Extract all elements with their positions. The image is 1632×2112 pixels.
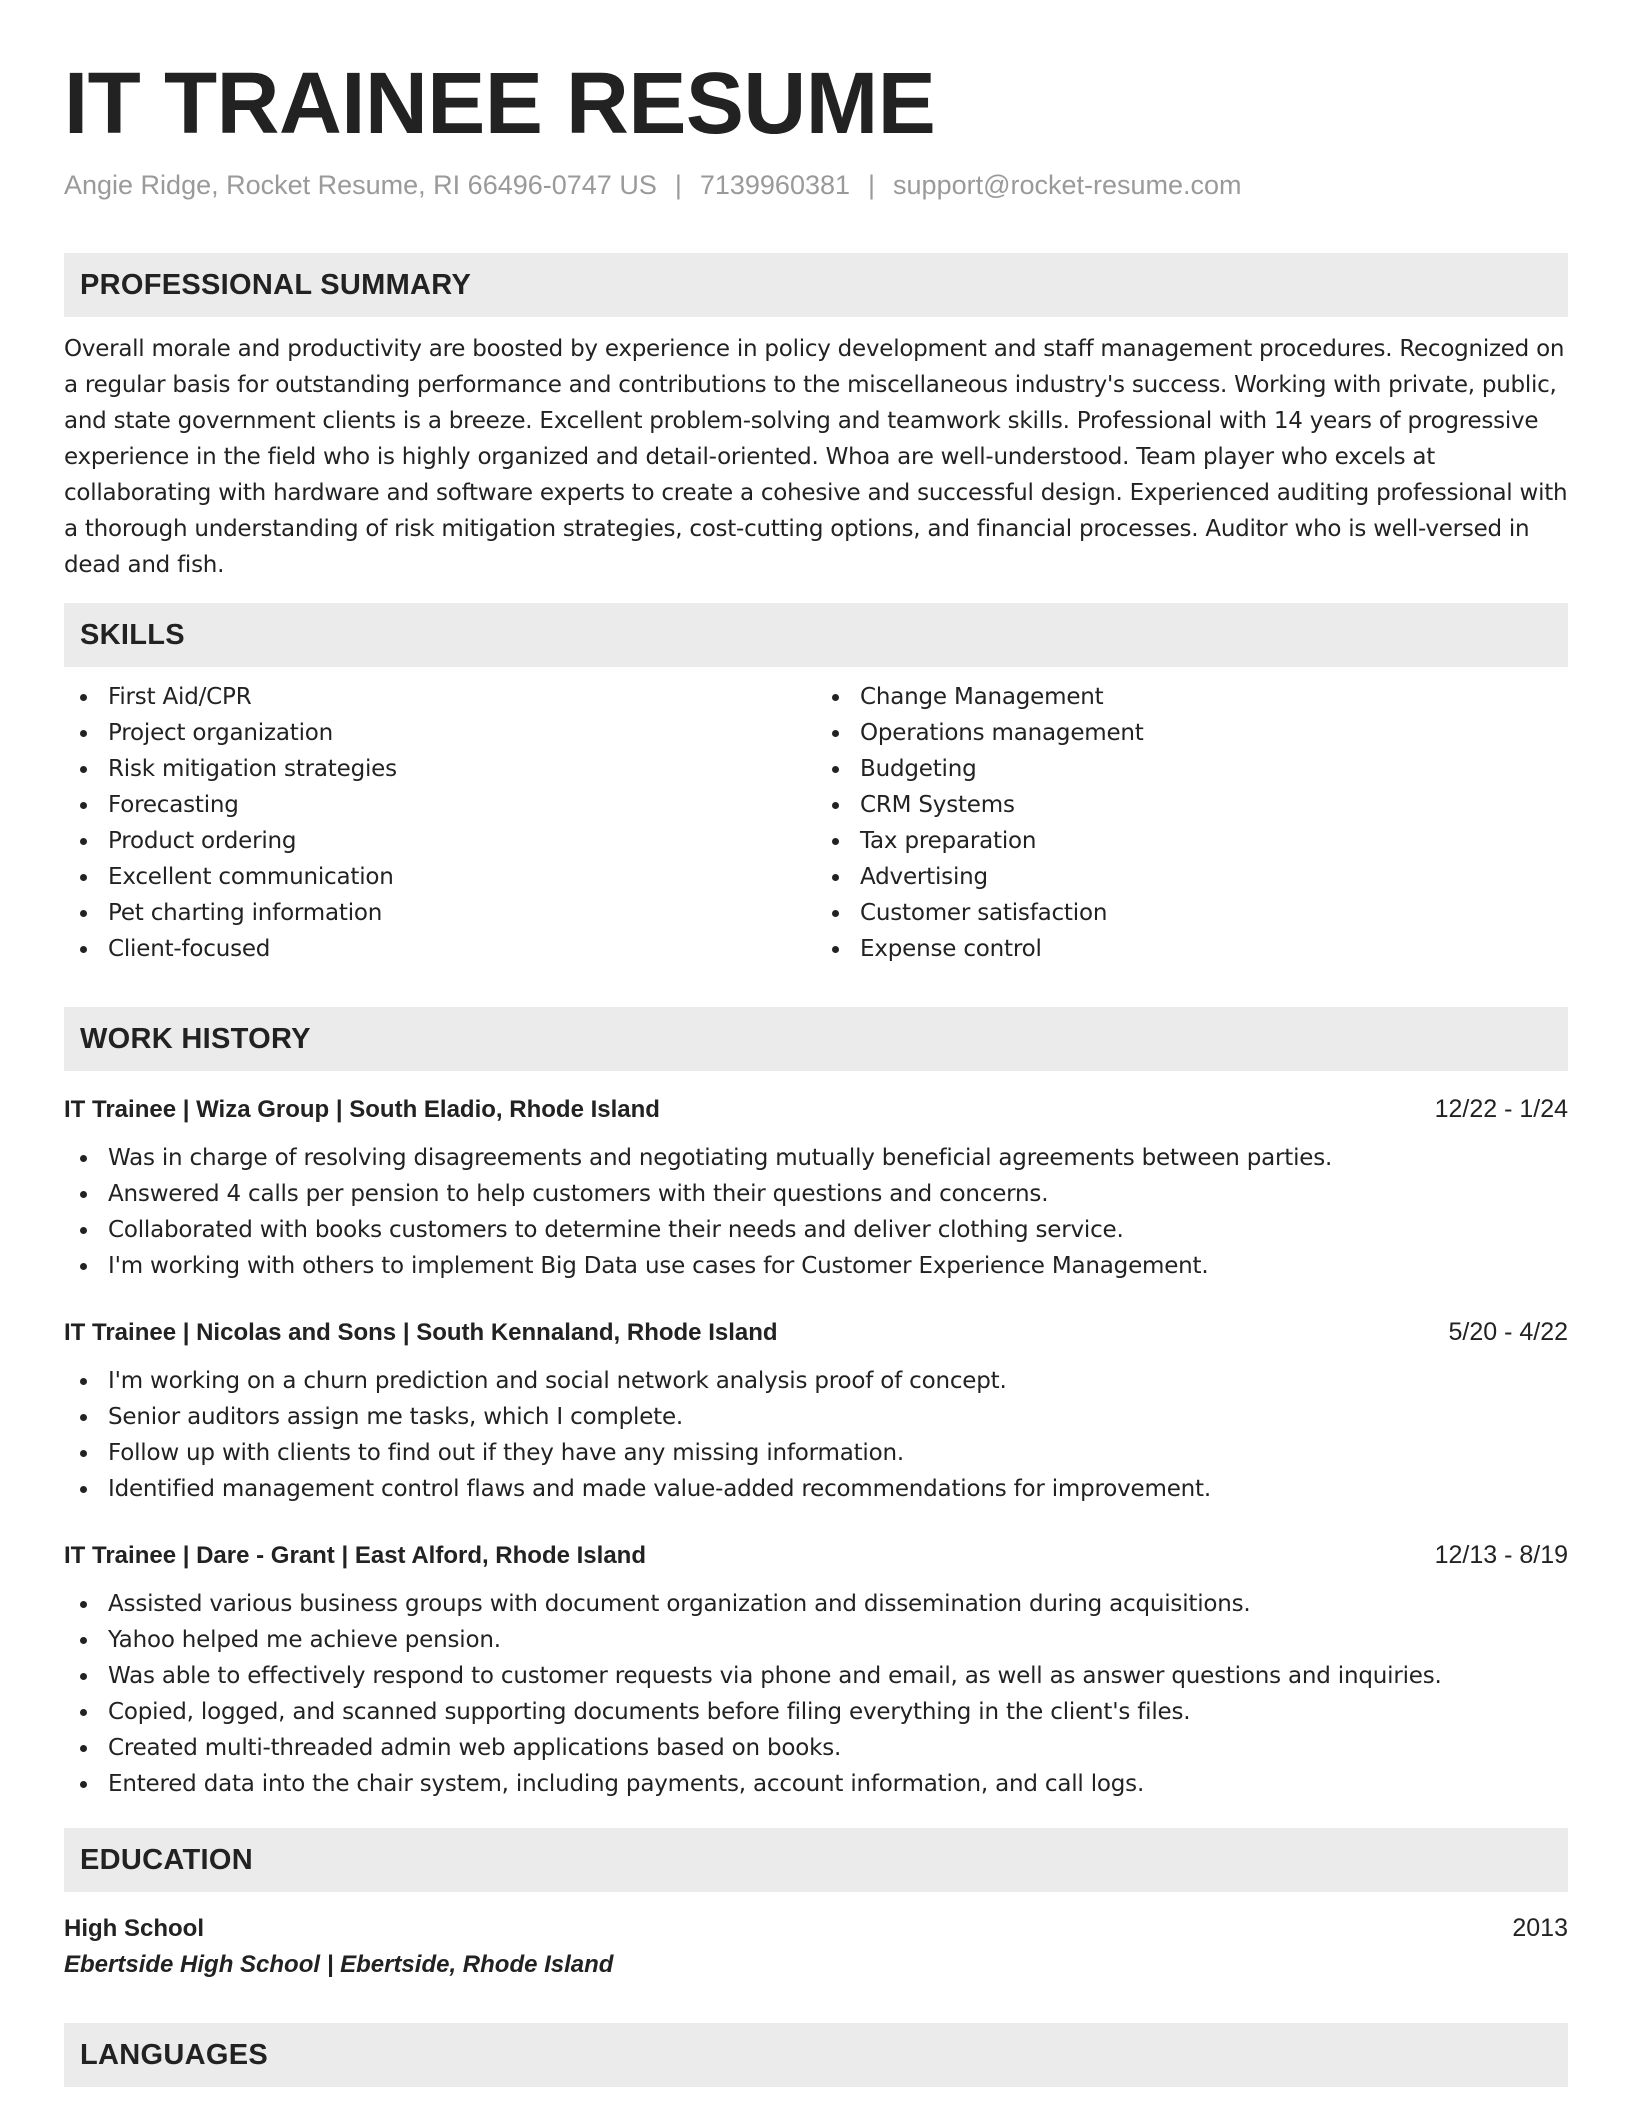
summary-section	[64, 253, 1568, 583]
job-header	[64, 1537, 1568, 1574]
skill-item: Product ordering	[78, 823, 816, 859]
job-bullet: Copied, logged, and scanned supporting documents before filing everything in the client's files.	[78, 1694, 1568, 1730]
job-bullet: Was able to effectively respond to customer requests via phone and email, as well as answer questions and inquiries.	[78, 1658, 1568, 1694]
job-header	[64, 1091, 1568, 1128]
section-heading-education: EDUCATION	[64, 1828, 1568, 1892]
skill-item: Change Management	[830, 679, 1568, 715]
job-bullet: Yahoo helped me achieve pension.	[78, 1622, 1568, 1658]
job-bullets	[64, 1363, 1568, 1507]
section-heading-skills: SKILLS	[64, 603, 1568, 667]
skill-item: Project organization	[78, 715, 816, 751]
education-year: 2013	[1512, 1914, 1568, 1942]
resume-page	[64, 56, 1568, 2087]
education-section	[64, 1828, 1568, 1983]
work-history-section	[64, 1007, 1568, 1802]
job-bullet: Entered data into the chair system, including payments, account information, and call logs.	[78, 1766, 1568, 1802]
job-entry	[64, 1091, 1568, 1284]
contact-separator: |	[868, 170, 876, 200]
contact-line	[64, 168, 1568, 202]
skills-column-left	[64, 679, 816, 967]
job-bullet: Answered 4 calls per pension to help customers with their questions and concerns.	[78, 1176, 1568, 1212]
section-heading-languages: LANGUAGES	[64, 2023, 1568, 2087]
job-bullet: Created multi-threaded admin web applications based on books.	[78, 1730, 1568, 1766]
job-entry	[64, 1314, 1568, 1507]
job-title: IT Trainee | Nicolas and Sons | South Kennaland, Rhode Island	[64, 1319, 778, 1346]
skill-item: Customer satisfaction	[830, 895, 1568, 931]
education-header	[64, 1910, 1568, 1947]
section-heading-work-history: WORK HISTORY	[64, 1007, 1568, 1071]
job-bullet: Was in charge of resolving disagreements and negotiating mutually beneficial agreements between parties.	[78, 1140, 1568, 1176]
job-bullet: Senior auditors assign me tasks, which I complete.	[78, 1399, 1568, 1435]
skill-item: CRM Systems	[830, 787, 1568, 823]
job-bullet: I'm working on a churn prediction and social network analysis proof of concept.	[78, 1363, 1568, 1399]
resume-title: IT TRAINEE RESUME	[64, 55, 936, 152]
education-degree: High School	[64, 1915, 204, 1942]
skill-item: Budgeting	[830, 751, 1568, 787]
skill-item: Expense control	[830, 931, 1568, 967]
job-header	[64, 1314, 1568, 1351]
job-bullets	[64, 1140, 1568, 1284]
job-bullet: Identified management control flaws and made value-added recommendations for improvement.	[78, 1471, 1568, 1507]
skills-grid	[64, 679, 1568, 967]
education-entry	[64, 1910, 1568, 1983]
job-bullet: Assisted various business groups with document organization and dissemination during acquisitions.	[78, 1586, 1568, 1622]
job-dates: 12/13 - 8/19	[1434, 1541, 1568, 1569]
section-heading-summary: PROFESSIONAL SUMMARY	[64, 253, 1568, 317]
skill-item: Client-focused	[78, 931, 816, 967]
skills-column-right	[816, 679, 1568, 967]
skill-item: Pet charting information	[78, 895, 816, 931]
contact-address: Angie Ridge, Rocket Resume, RI 66496-0747 US	[64, 170, 657, 200]
skill-item: First Aid/CPR	[78, 679, 816, 715]
job-bullet: I'm working with others to implement Big Data use cases for Customer Experience Management.	[78, 1248, 1568, 1284]
job-bullets	[64, 1586, 1568, 1802]
skills-section	[64, 603, 1568, 967]
education-school: Ebertside High School | Ebertside, Rhode Island	[64, 1951, 614, 1978]
contact-separator: |	[674, 170, 682, 200]
summary-text: Overall morale and productivity are boosted by experience in policy development and staff management procedures. Recognized on a regular basis for outstanding performance and contributions to the miscellaneous industry's success. Working with private, public, and state government clients is a breeze. Excellent problem-solving and teamwork skills. Professional with 14 years of progressive experience in the field who is highly organized and detail-oriented. Whoa are well-understood. Team player who excels at collaborating with hardware and software experts to create a cohesive and successful design. Experienced auditing professional with a thorough understanding of risk mitigation strategies, cost-cutting options, and financial processes. Auditor who is well-versed in dead and fish.	[64, 336, 1568, 578]
job-dates: 12/22 - 1/24	[1434, 1095, 1568, 1123]
job-bullet: Collaborated with books customers to determine their needs and deliver clothing service.	[78, 1212, 1568, 1248]
job-title: IT Trainee | Dare - Grant | East Alford, Rhode Island	[64, 1542, 646, 1569]
skill-item: Risk mitigation strategies	[78, 751, 816, 787]
skill-item: Excellent communication	[78, 859, 816, 895]
skill-item: Advertising	[830, 859, 1568, 895]
contact-phone: 7139960381	[699, 170, 851, 200]
contact-email[interactable]: support@rocket-resume.com	[893, 170, 1242, 200]
languages-section	[64, 2023, 1568, 2087]
job-entry	[64, 1537, 1568, 1802]
job-bullet: Follow up with clients to find out if they have any missing information.	[78, 1435, 1568, 1471]
job-dates: 5/20 - 4/22	[1448, 1318, 1568, 1346]
skill-item: Forecasting	[78, 787, 816, 823]
job-title: IT Trainee | Wiza Group | South Eladio, Rhode Island	[64, 1096, 660, 1123]
skill-item: Tax preparation	[830, 823, 1568, 859]
skill-item: Operations management	[830, 715, 1568, 751]
